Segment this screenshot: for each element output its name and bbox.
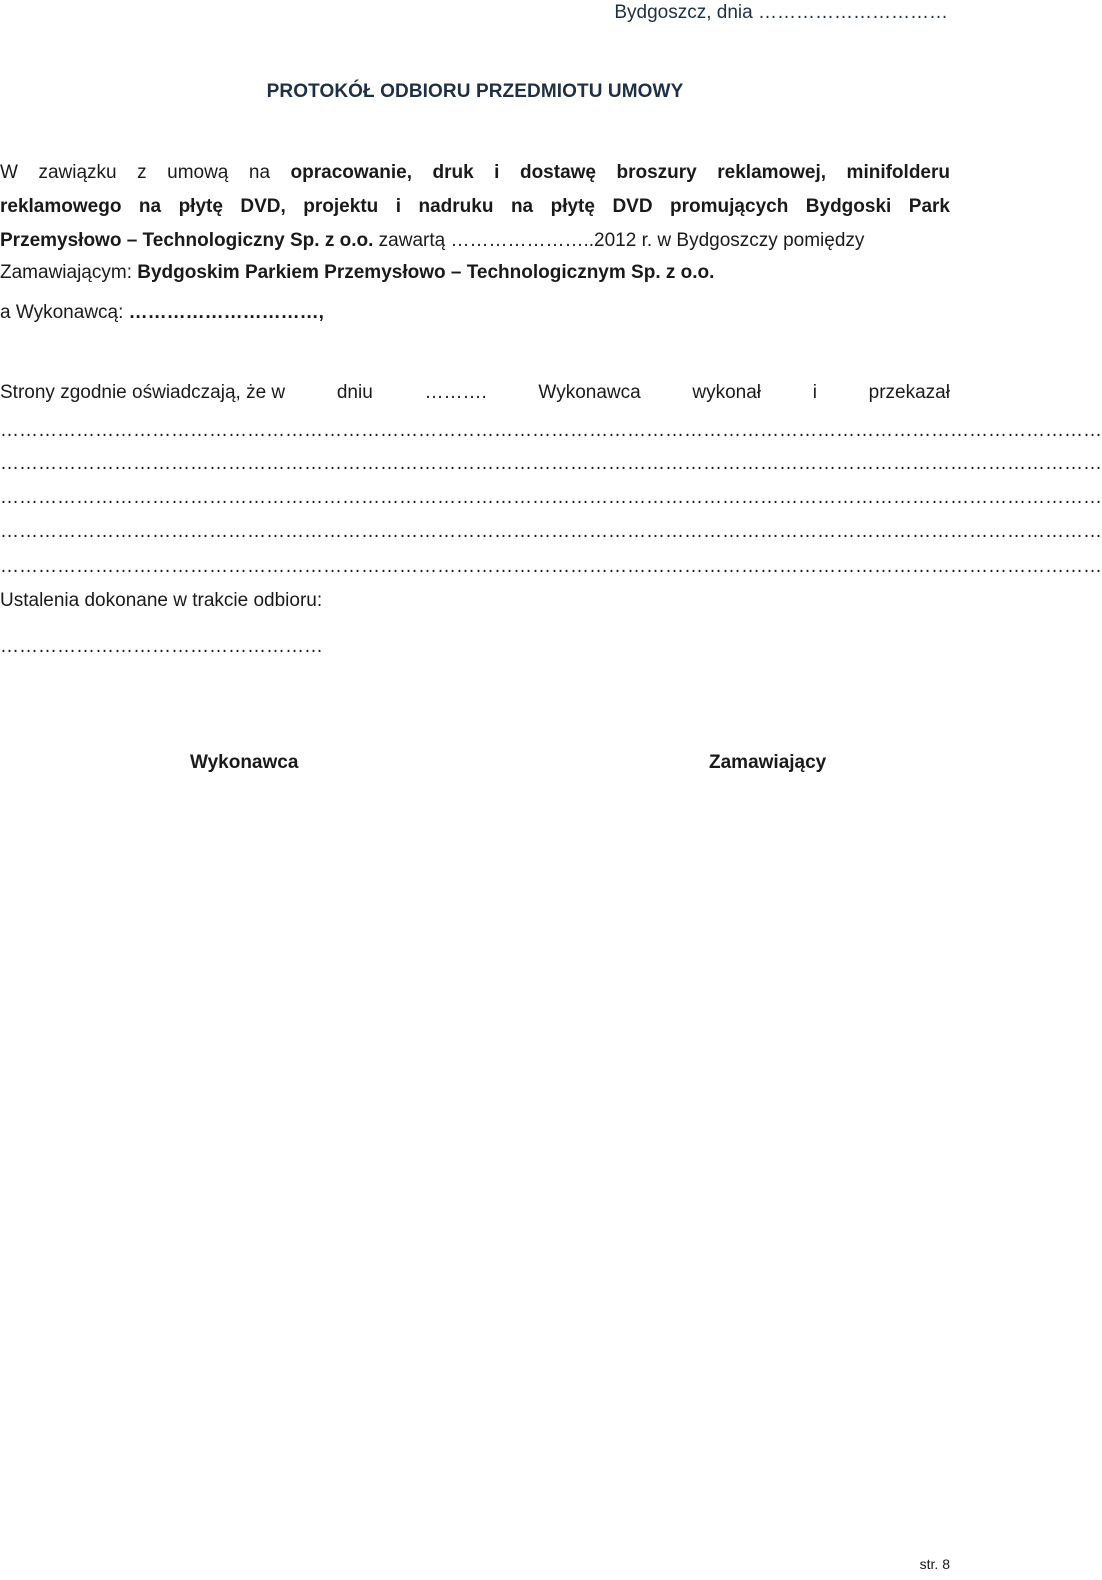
declaration-word: ………. <box>424 382 487 403</box>
page-number: str. 8 <box>919 1556 950 1572</box>
declaration-word: dniu <box>336 382 373 403</box>
intro-text: W zawiązku z umową na <box>0 162 291 183</box>
intro-line-1 <box>0 156 950 190</box>
intro-line-2: reklamowego na płytę DVD, projektu i nadruku na płytę DVD promujących Bydgoski Park <box>0 196 950 217</box>
intro-paragraph <box>0 156 950 258</box>
declaration-word: przekazał <box>868 382 950 403</box>
contractor-line <box>0 302 324 324</box>
company-name: Przemysłowo – Technologiczny Sp. z o.o. <box>0 230 374 251</box>
intro-line-3 <box>0 224 950 258</box>
ordering-party-label: Zamawiającym: <box>0 262 138 283</box>
declaration-word: wykonał <box>692 382 762 403</box>
dotted-line-5: ………………………………………………………………………………………………………………………………………………………… <box>0 556 1102 577</box>
declaration-word: Wykonawca <box>538 382 641 403</box>
declaration-word: i <box>812 382 817 403</box>
dotted-line-3: ………………………………………………………………………………………………………………………………………………………… <box>0 487 1102 508</box>
findings-label: Ustalenia dokonane w trakcie odbioru: <box>0 590 323 611</box>
dotted-line-2: ………………………………………………………………………………………………………………………………………………………… <box>0 453 1102 474</box>
contractor-value: …………………………, <box>128 302 324 323</box>
findings-dots: …………………………………………… <box>0 636 323 657</box>
signature-contractor: Wykonawca <box>190 752 299 773</box>
place-date-line: Bydgoszcz, dnia ………………………… <box>614 2 948 23</box>
dotted-line-4: ………………………………………………………………………………………………………………………………………………………… <box>0 521 1102 542</box>
declaration-line <box>0 382 950 404</box>
contract-subject: opracowanie, druk i dostawę broszury reklamowej, minifolderu <box>290 162 950 183</box>
declaration-word: Strony zgodnie oświadczają, że w <box>0 382 286 403</box>
document-title: PROTOKÓŁ ODBIORU PRZEDMIOTU UMOWY <box>266 81 684 102</box>
contract-date-text: zawartą …………………..2012 r. w Bydgoszczy pomiędzy <box>373 230 865 251</box>
dotted-line-1: ………………………………………………………………………………………………………………………………………………………… <box>0 420 1102 441</box>
contractor-label: a Wykonawcą: <box>0 302 129 323</box>
ordering-party-line <box>0 262 714 284</box>
ordering-party-name: Bydgoskim Parkiem Przemysłowo – Technologicznym Sp. z o.o. <box>137 262 715 283</box>
signature-ordering-party: Zamawiający <box>709 752 827 773</box>
